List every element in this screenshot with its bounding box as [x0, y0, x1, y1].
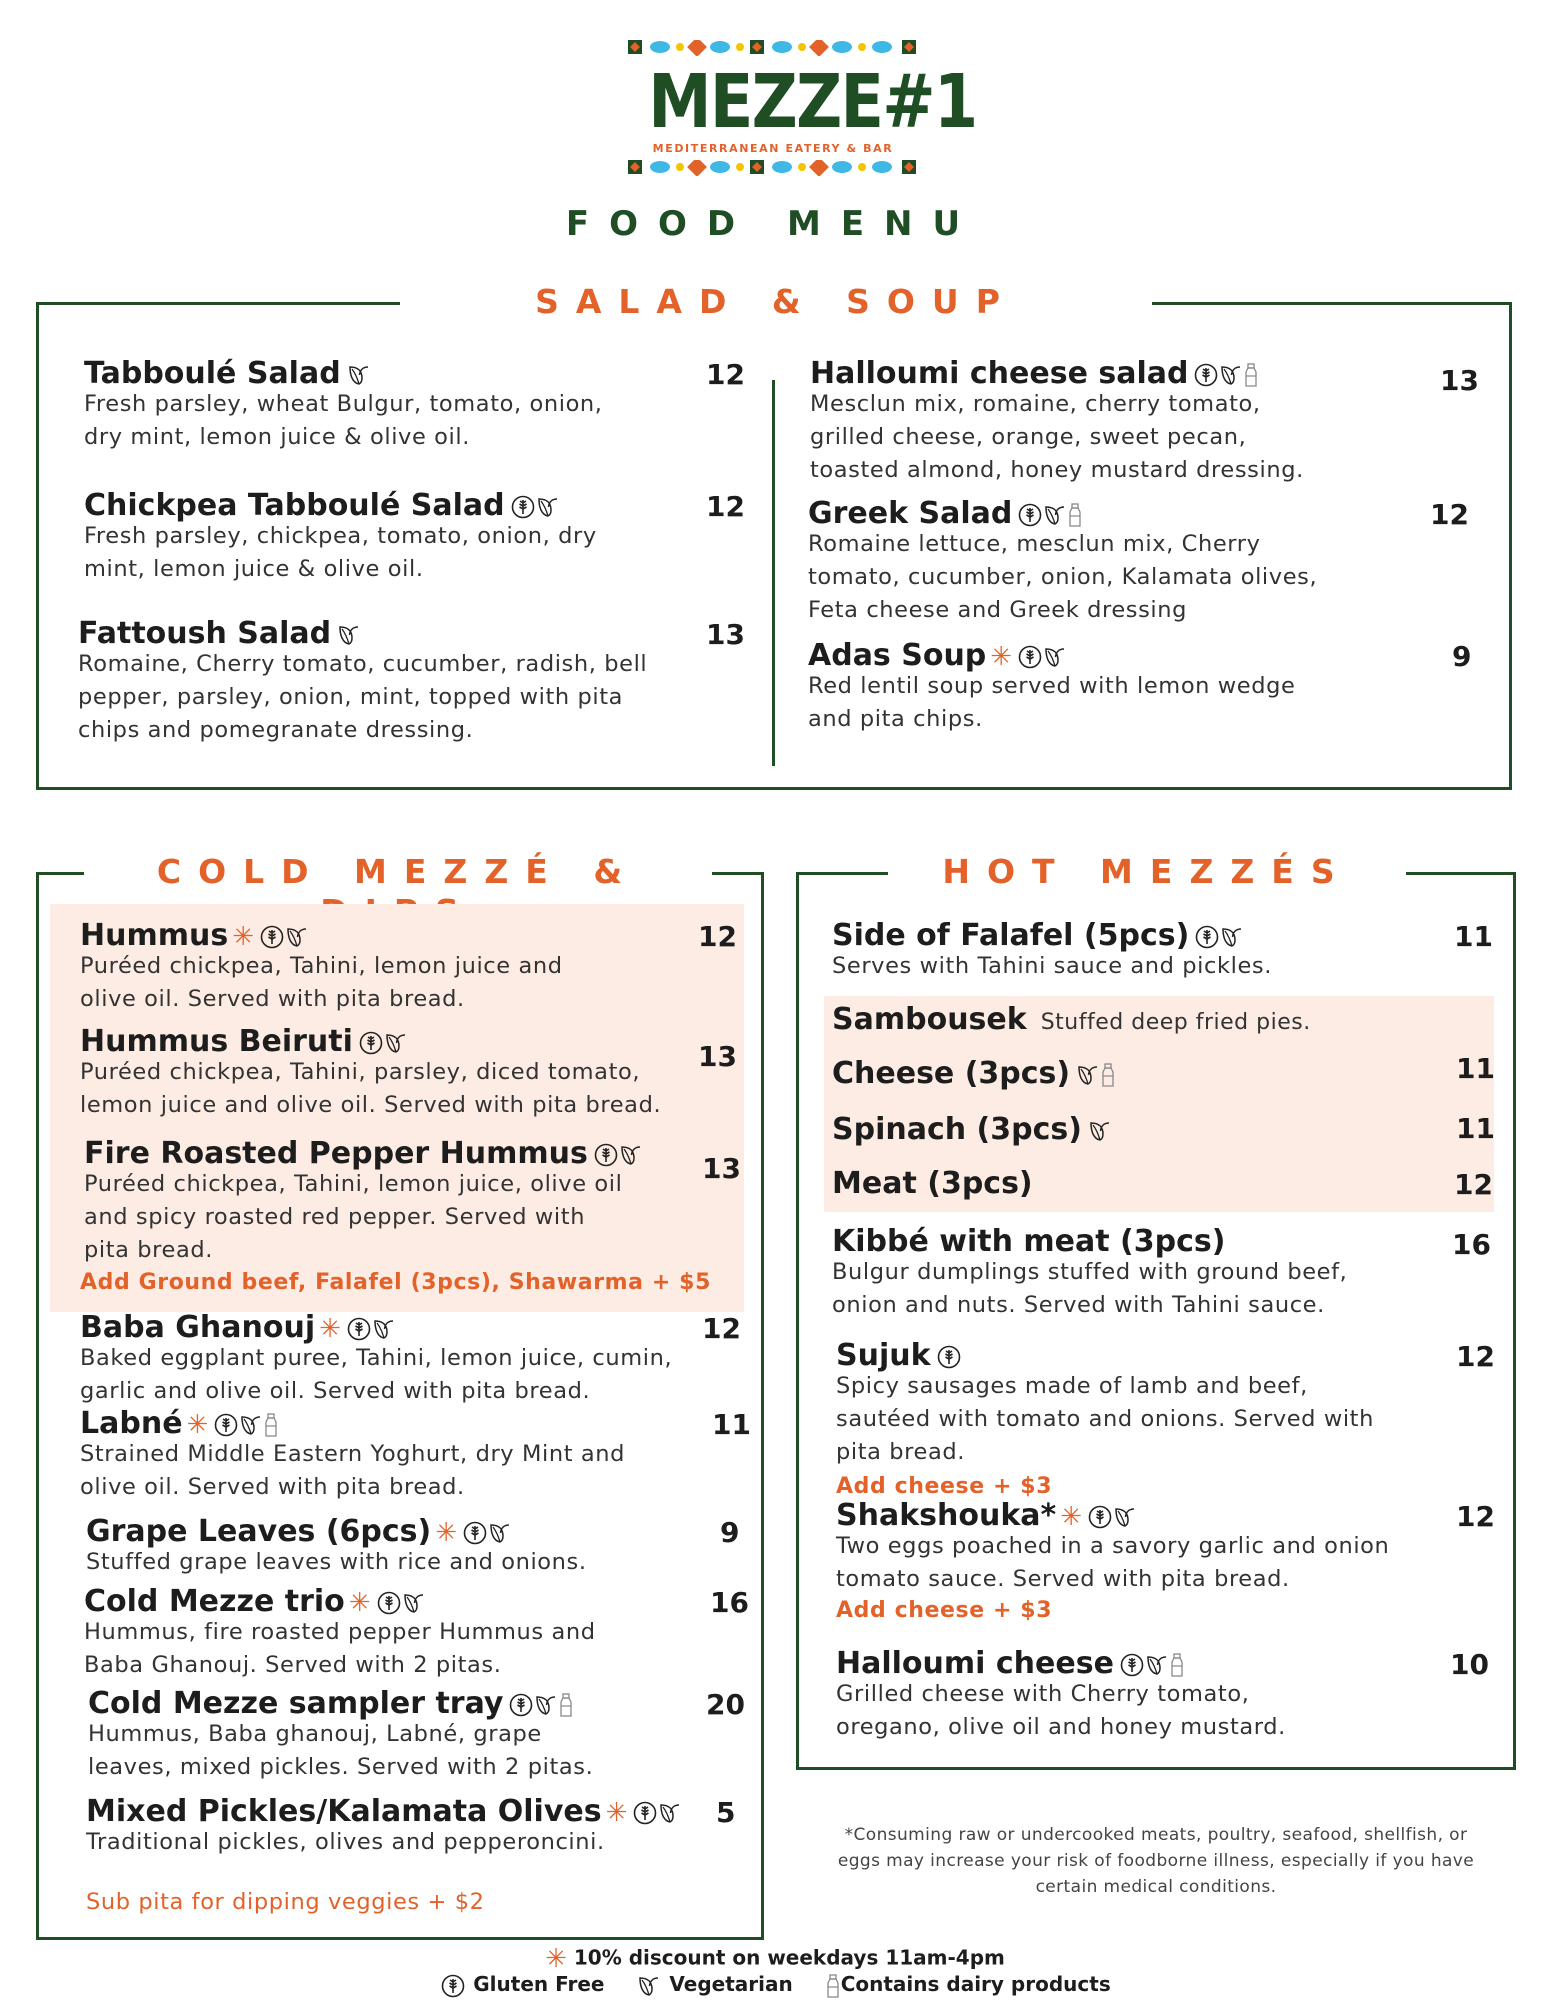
item-addon: Add cheese + $3	[836, 1474, 1053, 1499]
item-description: tomato sauce. Served with pita bread.	[836, 1566, 1290, 1592]
item-description: Red lentil soup served with lemon wedge	[808, 673, 1296, 699]
cold-mezze-title: COLD MEZZÉ &	[84, 852, 712, 932]
item-description: and spicy roasted red pepper. Served with	[84, 1204, 586, 1230]
vegetarian-icon	[1043, 639, 1068, 674]
vegetarian-icon	[384, 1025, 409, 1060]
gluten-free-icon	[463, 1515, 488, 1550]
disclaimer-line: certain medical conditions.	[1035, 1877, 1277, 1897]
gluten-free-icon	[633, 1795, 658, 1830]
gluten-free-icon	[1018, 639, 1043, 674]
item-name-text: Sujuk	[836, 1338, 931, 1373]
item-price: 16	[1452, 1228, 1491, 1261]
item-name-text: Kibbé with meat (3pcs)	[832, 1224, 1226, 1259]
dairy-icon	[1068, 497, 1083, 532]
star-icon: ✳	[232, 921, 254, 952]
vegetarian-icon	[402, 1585, 427, 1620]
item-price: 12	[1456, 1500, 1495, 1533]
vegetarian-icon	[488, 1515, 513, 1550]
vegetarian-icon	[619, 1137, 644, 1172]
item-name-text: Cold Mezze sampler tray	[88, 1686, 504, 1721]
vegetarian-icon	[1043, 497, 1068, 532]
item-name-text: Cold Mezze trio	[84, 1584, 345, 1619]
gluten-free-icon	[260, 919, 285, 954]
item-price: 12	[698, 920, 737, 953]
item-price: 12	[706, 358, 745, 391]
gluten-free-icon	[1088, 1499, 1113, 1534]
item-description: Serves with Tahini sauce and pickles.	[832, 953, 1272, 979]
item-description: Baked eggplant puree, Tahini, lemon juice, cumin,	[80, 1345, 673, 1371]
legend-dairy-label: Contains dairy products	[840, 1972, 1111, 1996]
item-description: pita bread.	[836, 1439, 965, 1465]
vegetarian-icon	[1076, 1057, 1101, 1092]
item-description: Stuffed grape leaves with rice and onions.	[86, 1549, 587, 1575]
item-price: 16	[710, 1586, 749, 1619]
item-name-text: Shakshouka*	[836, 1498, 1057, 1533]
item-name	[832, 1056, 1116, 1093]
item-price: 9	[720, 1516, 740, 1549]
dairy-icon	[559, 1687, 574, 1722]
item-name-text: Greek Salad	[808, 496, 1013, 531]
item-price: 11	[1454, 920, 1493, 953]
item-price: 11	[1456, 1052, 1495, 1085]
item-name-text: Sambousek	[832, 1002, 1027, 1037]
item-name-text: Spinach (3pcs)	[832, 1112, 1082, 1147]
item-name-text: Cheese (3pcs)	[832, 1056, 1071, 1091]
item-description: lemon juice and olive oil. Served with pita bread.	[80, 1092, 662, 1118]
item-name-text: Fire Roasted Pepper Hummus	[84, 1136, 588, 1171]
item-price: 13	[702, 1152, 741, 1185]
item-description: dry mint, lemon juice & olive oil.	[84, 424, 470, 450]
item-description: Feta cheese and Greek dressing	[808, 597, 1188, 623]
item-name-text: Halloumi cheese	[836, 1646, 1114, 1681]
vegetarian-icon	[1113, 1499, 1138, 1534]
legend-dairy	[820, 1972, 1111, 1998]
item-description: Hummus, fire roasted pepper Hummus and	[84, 1619, 596, 1645]
vegetarian-icon	[658, 1795, 683, 1830]
star-icon: ✳	[605, 1797, 628, 1828]
item-description: Romaine, Cherry tomato, cucumber, radish, bell	[78, 651, 648, 677]
item-name-text: Meat (3pcs)	[832, 1166, 1033, 1201]
discount-note	[0, 1944, 1546, 1974]
item-description: onion and nuts. Served with Tahini sauce.	[832, 1292, 1325, 1318]
star-icon: ✳	[348, 1587, 371, 1618]
vegetarian-icon	[637, 1973, 662, 1999]
item-name-text: Baba Ghanouj	[80, 1310, 316, 1345]
gluten-free-icon	[509, 1687, 534, 1722]
item-description: Romaine lettuce, mesclun mix, Cherry	[808, 531, 1261, 557]
vegetarian-icon	[1219, 357, 1244, 392]
item-description: Traditional pickles, olives and pepperoncini.	[86, 1829, 605, 1855]
brand-tagline: MEDITERRANEAN EATERY & BAR	[652, 142, 894, 155]
dairy-icon	[1101, 1057, 1116, 1092]
item-description: Puréed chickpea, Tahini, lemon juice and	[80, 953, 563, 979]
item-note: Stuffed deep fried pies.	[1040, 1010, 1311, 1035]
star-icon: ✳	[319, 1313, 341, 1344]
item-name-text: Hummus Beiruti	[80, 1024, 353, 1059]
item-description: Puréed chickpea, Tahini, parsley, diced tomato,	[80, 1059, 641, 1085]
gluten-free-icon	[347, 1311, 372, 1346]
item-description: Two eggs poached in a savory garlic and onion	[836, 1533, 1390, 1559]
vegetarian-icon	[1220, 919, 1245, 954]
hot-mezze-title: HOT MEZZÉS	[888, 852, 1406, 892]
item-description: and pita chips.	[808, 706, 983, 732]
hummus-addon: Add Ground beef, Falafel (3pcs), Shawarma + $5	[80, 1270, 711, 1295]
item-name-text: Tabboulé Salad	[84, 356, 341, 391]
vegetarian-icon	[239, 1407, 264, 1442]
item-name-text: Side of Falafel (5pcs)	[832, 918, 1190, 953]
item-name-text: Grape Leaves (6pcs)	[86, 1514, 432, 1549]
item-name	[832, 1224, 1225, 1260]
legend-gluten-free	[435, 1972, 604, 1998]
item-description: toasted almond, honey mustard dressing.	[810, 457, 1304, 483]
item-description: Baba Ghanouj. Served with 2 pitas.	[84, 1652, 502, 1678]
item-price: 12	[1454, 1168, 1493, 1201]
brand-logo	[628, 38, 977, 160]
gluten-free-icon	[441, 1973, 466, 1999]
menu-title: FOOD MENU	[565, 204, 981, 244]
gluten-free-icon	[377, 1585, 402, 1620]
vegetarian-icon	[337, 617, 362, 652]
gluten-free-icon	[1120, 1647, 1145, 1682]
vegetarian-icon	[285, 919, 310, 954]
item-description: Strained Middle Eastern Yoghurt, dry Mint and	[80, 1441, 625, 1467]
dairy-icon	[264, 1407, 279, 1442]
vegetarian-icon	[1145, 1647, 1170, 1682]
item-description: sautéed with tomato and onions. Served with	[836, 1406, 1374, 1432]
item-price: 12	[1456, 1340, 1495, 1373]
gluten-free-icon	[511, 489, 536, 524]
star-icon: ✳	[1060, 1501, 1083, 1532]
item-name	[832, 1112, 1113, 1149]
sub-pita-note: Sub pita for dipping veggies + $2	[86, 1889, 485, 1915]
dairy-icon	[1170, 1647, 1185, 1682]
item-price: 13	[706, 618, 745, 651]
item-name-text: Mixed Pickles/Kalamata Olives	[86, 1794, 602, 1829]
item-price: 5	[716, 1796, 736, 1829]
item-description: olive oil. Served with pita bread.	[80, 1474, 465, 1500]
item-name-text: Labné	[80, 1406, 183, 1441]
vegetarian-icon	[347, 357, 372, 392]
gluten-free-icon	[1018, 497, 1043, 532]
discount-text: 10% discount on weekdays 11am-4pm	[573, 1945, 1005, 1970]
disclaimer-line: eggs may increase your risk of foodborne illness, especially if you have	[837, 1851, 1475, 1871]
item-description: Hummus, Baba ghanouj, Labné, grape	[88, 1721, 542, 1747]
item-name-text: Fattoush Salad	[78, 616, 332, 651]
legend-vegetarian-label: Vegetarian	[669, 1972, 793, 1996]
dairy-icon	[826, 1973, 841, 1999]
item-price: 20	[706, 1688, 745, 1721]
star-icon: ✳	[435, 1517, 458, 1548]
item-price: 13	[1440, 364, 1479, 397]
gluten-free-icon	[937, 1339, 962, 1374]
item-name-text: Hummus	[80, 918, 229, 953]
gluten-free-icon	[359, 1025, 384, 1060]
gluten-free-icon	[214, 1407, 239, 1442]
salad-divider	[772, 380, 775, 766]
disclaimer-line: *Consuming raw or undercooked meats, poultry, seafood, shellfish, or	[844, 1825, 1468, 1845]
star-icon: ✳	[990, 641, 1013, 672]
legend-vegetarian	[631, 1972, 792, 1998]
item-price: 9	[1452, 640, 1472, 673]
dairy-icon	[1244, 357, 1259, 392]
item-description: Puréed chickpea, Tahini, lemon juice, olive oil	[84, 1171, 623, 1197]
gluten-free-icon	[1194, 357, 1219, 392]
gluten-free-icon	[594, 1137, 619, 1172]
vegetarian-icon	[536, 489, 561, 524]
item-description: mint, lemon juice & olive oil.	[84, 556, 424, 582]
vegetarian-icon	[1088, 1113, 1113, 1148]
item-description: oregano, olive oil and honey mustard.	[836, 1714, 1286, 1740]
item-name	[832, 1002, 1311, 1041]
item-description: Bulgur dumplings stuffed with ground beef,	[832, 1259, 1348, 1285]
gluten-free-icon	[1195, 919, 1220, 954]
item-name-text: Adas Soup	[808, 638, 987, 673]
item-description: grilled cheese, orange, sweet pecan,	[810, 424, 1247, 450]
item-name	[832, 1166, 1033, 1202]
salad-soup-title: SALAD & SOUP	[400, 282, 1152, 322]
item-description: pepper, parsley, onion, mint, topped with pita	[78, 684, 624, 710]
icon-legend	[0, 1972, 1546, 1998]
vegetarian-icon	[534, 1687, 559, 1722]
logo-pattern-bottom	[628, 160, 918, 176]
item-price: 10	[1450, 1648, 1489, 1681]
star-icon: ✳	[186, 1409, 209, 1440]
item-description: Fresh parsley, wheat Bulgur, tomato, onion,	[84, 391, 603, 417]
item-description: pita bread.	[84, 1237, 213, 1263]
item-price: 11	[1456, 1112, 1495, 1145]
item-price: 12	[1430, 498, 1469, 531]
vegetarian-icon	[372, 1311, 397, 1346]
item-addon: Add cheese + $3	[836, 1598, 1053, 1623]
item-name-text: Halloumi cheese salad	[810, 356, 1189, 391]
brand-name: MEZZE#1	[648, 59, 977, 145]
legend-gluten-free-label: Gluten Free	[473, 1972, 605, 1996]
item-description: tomato, cucumber, onion, Kalamata olives,	[808, 564, 1318, 590]
item-description: garlic and olive oil. Served with pita bread.	[80, 1378, 591, 1404]
item-description: Mesclun mix, romaine, cherry tomato,	[810, 391, 1261, 417]
item-description: olive oil. Served with pita bread.	[80, 986, 465, 1012]
item-price: 11	[712, 1408, 751, 1441]
disclaimer	[796, 1822, 1516, 1900]
item-description: Spicy sausages made of lamb and beef,	[836, 1373, 1308, 1399]
item-description: Fresh parsley, chickpea, tomato, onion, dry	[84, 523, 597, 549]
item-description: chips and pomegranate dressing.	[78, 717, 474, 743]
item-description: Grilled cheese with Cherry tomato,	[836, 1681, 1250, 1707]
item-price: 12	[702, 1312, 741, 1345]
star-icon: ✳	[545, 1944, 567, 1974]
item-price: 12	[706, 490, 745, 523]
item-name-text: Chickpea Tabboulé Salad	[84, 488, 505, 523]
item-price: 13	[698, 1040, 737, 1073]
logo-pattern-top	[628, 40, 918, 56]
item-description: leaves, mixed pickles. Served with 2 pitas.	[88, 1754, 594, 1780]
